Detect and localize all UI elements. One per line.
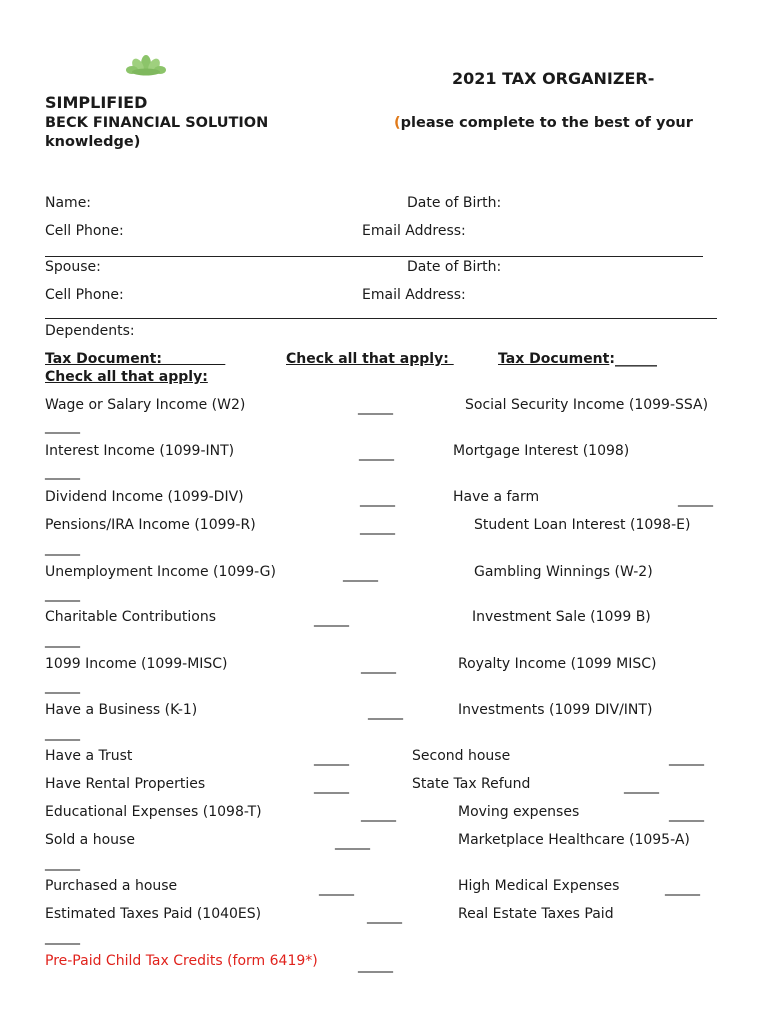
list-item-label: Investments (1099 DIV/INT) (458, 702, 653, 718)
checkbox-blank[interactable]: _____ (45, 632, 80, 648)
list-item-label: Have a Business (K-1) (45, 702, 198, 718)
list-item-label: Interest Income (1099-INT) (45, 443, 235, 459)
dob-label: Date of Birth: (407, 195, 502, 211)
checkbox-blank[interactable]: _____ (361, 658, 396, 674)
list-item-label: State Tax Refund (412, 776, 531, 792)
list-item-label: Gambling Winnings (W-2) (474, 564, 653, 580)
list-item-label: Have a farm (453, 489, 540, 505)
checkbox-blank[interactable]: _____ (359, 445, 394, 461)
checkbox-blank[interactable]: _____ (624, 778, 659, 794)
list-item-label: High Medical Expenses (458, 878, 620, 894)
company-name: BECK FINANCIAL SOLUTION (45, 115, 269, 131)
checkbox-blank[interactable]: _____ (319, 880, 354, 896)
checkbox-blank[interactable]: _____ (335, 834, 370, 850)
list-item-label: 1099 Income (1099-MISC) (45, 656, 228, 672)
list-item-label: Have Rental Properties (45, 776, 206, 792)
checkbox-blank[interactable]: _____ (45, 678, 80, 694)
list-item-label: Sold a house (45, 832, 135, 848)
list-item-label: Social Security Income (1099-SSA) (465, 397, 709, 413)
list-item-label: Purchased a house (45, 878, 178, 894)
list-item-label: Student Loan Interest (1098-E) (474, 517, 691, 533)
instruction-text: (please complete to the best of your (394, 115, 693, 131)
list-item-label: Unemployment Income (1099-G) (45, 564, 276, 580)
checkbox-blank[interactable]: _____ (45, 855, 80, 871)
checkbox-blank[interactable]: _____ (360, 491, 395, 507)
checkbox-blank[interactable]: _____ (45, 540, 80, 556)
list-item-label: Moving expenses (458, 804, 580, 820)
checkbox-blank[interactable]: _____ (45, 725, 80, 741)
lotus-icon (124, 54, 168, 76)
checkbox-blank[interactable]: _____ (358, 957, 393, 973)
checkbox-blank[interactable]: _____ (314, 611, 349, 627)
list-item-label: Mortgage Interest (1098) (453, 443, 630, 459)
list-item-label: Charitable Contributions (45, 609, 217, 625)
document-subtitle: SIMPLIFIED (45, 93, 148, 112)
checkbox-blank[interactable]: _____ (669, 806, 704, 822)
checkbox-blank[interactable]: _____ (45, 418, 80, 434)
list-item-label: Have a Trust (45, 748, 133, 764)
spouse-email-label: Email Address: (362, 287, 466, 303)
spouse-cell-label: Cell Phone: (45, 287, 124, 303)
divider-line (45, 256, 703, 257)
list-item-label: Second house (412, 748, 511, 764)
column-header-check-all: Check all that apply: (286, 351, 454, 367)
column-header-tax-document: Tax Document: (45, 351, 226, 367)
checkbox-blank[interactable]: _____ (45, 929, 80, 945)
checkbox-blank[interactable]: _____ (678, 491, 713, 507)
checkbox-blank[interactable]: _____ (669, 750, 704, 766)
dependents-label: Dependents: (45, 323, 135, 339)
instruction-continued: knowledge) (45, 134, 141, 150)
checkbox-blank[interactable]: _____ (367, 908, 402, 924)
checkbox-blank[interactable]: _____ (361, 806, 396, 822)
list-item-label: Wage or Salary Income (W2) (45, 397, 246, 413)
checkbox-blank[interactable]: _____ (314, 778, 349, 794)
checkbox-blank[interactable]: _____ (45, 464, 80, 480)
checkbox-blank[interactable]: _____ (360, 519, 395, 535)
checkbox-blank[interactable]: _____ (368, 704, 403, 720)
list-item-label: Marketplace Healthcare (1095-A) (458, 832, 690, 848)
column-header-tax-document-right: Tax Document:______ (498, 351, 657, 367)
list-item-label: Estimated Taxes Paid (1040ES) (45, 906, 262, 922)
divider-line (45, 318, 717, 319)
checkbox-blank[interactable]: _____ (343, 566, 378, 582)
spouse-label: Spouse: (45, 259, 101, 275)
checkbox-blank[interactable]: _____ (45, 586, 80, 602)
column-header-check: Check all that apply: (45, 369, 208, 385)
list-item-label: Investment Sale (1099 B) (472, 609, 651, 625)
document-title: 2021 TAX ORGANIZER- (452, 69, 655, 88)
list-item-label: Dividend Income (1099-DIV) (45, 489, 244, 505)
spouse-dob-label: Date of Birth: (407, 259, 502, 275)
list-item-label-highlight: Pre-Paid Child Tax Credits (form 6419*) (45, 953, 318, 969)
cell-phone-label: Cell Phone: (45, 223, 124, 239)
checkbox-blank[interactable]: _____ (665, 880, 700, 896)
list-item-label: Pensions/IRA Income (1099-R) (45, 517, 256, 533)
list-item-label: Royalty Income (1099 MISC) (458, 656, 657, 672)
checkbox-blank[interactable]: _____ (314, 750, 349, 766)
name-label: Name: (45, 195, 92, 211)
checkbox-blank[interactable]: _____ (358, 399, 393, 415)
list-item-label: Educational Expenses (1098-T) (45, 804, 262, 820)
list-item-label: Real Estate Taxes Paid (458, 906, 614, 922)
email-label: Email Address: (362, 223, 466, 239)
